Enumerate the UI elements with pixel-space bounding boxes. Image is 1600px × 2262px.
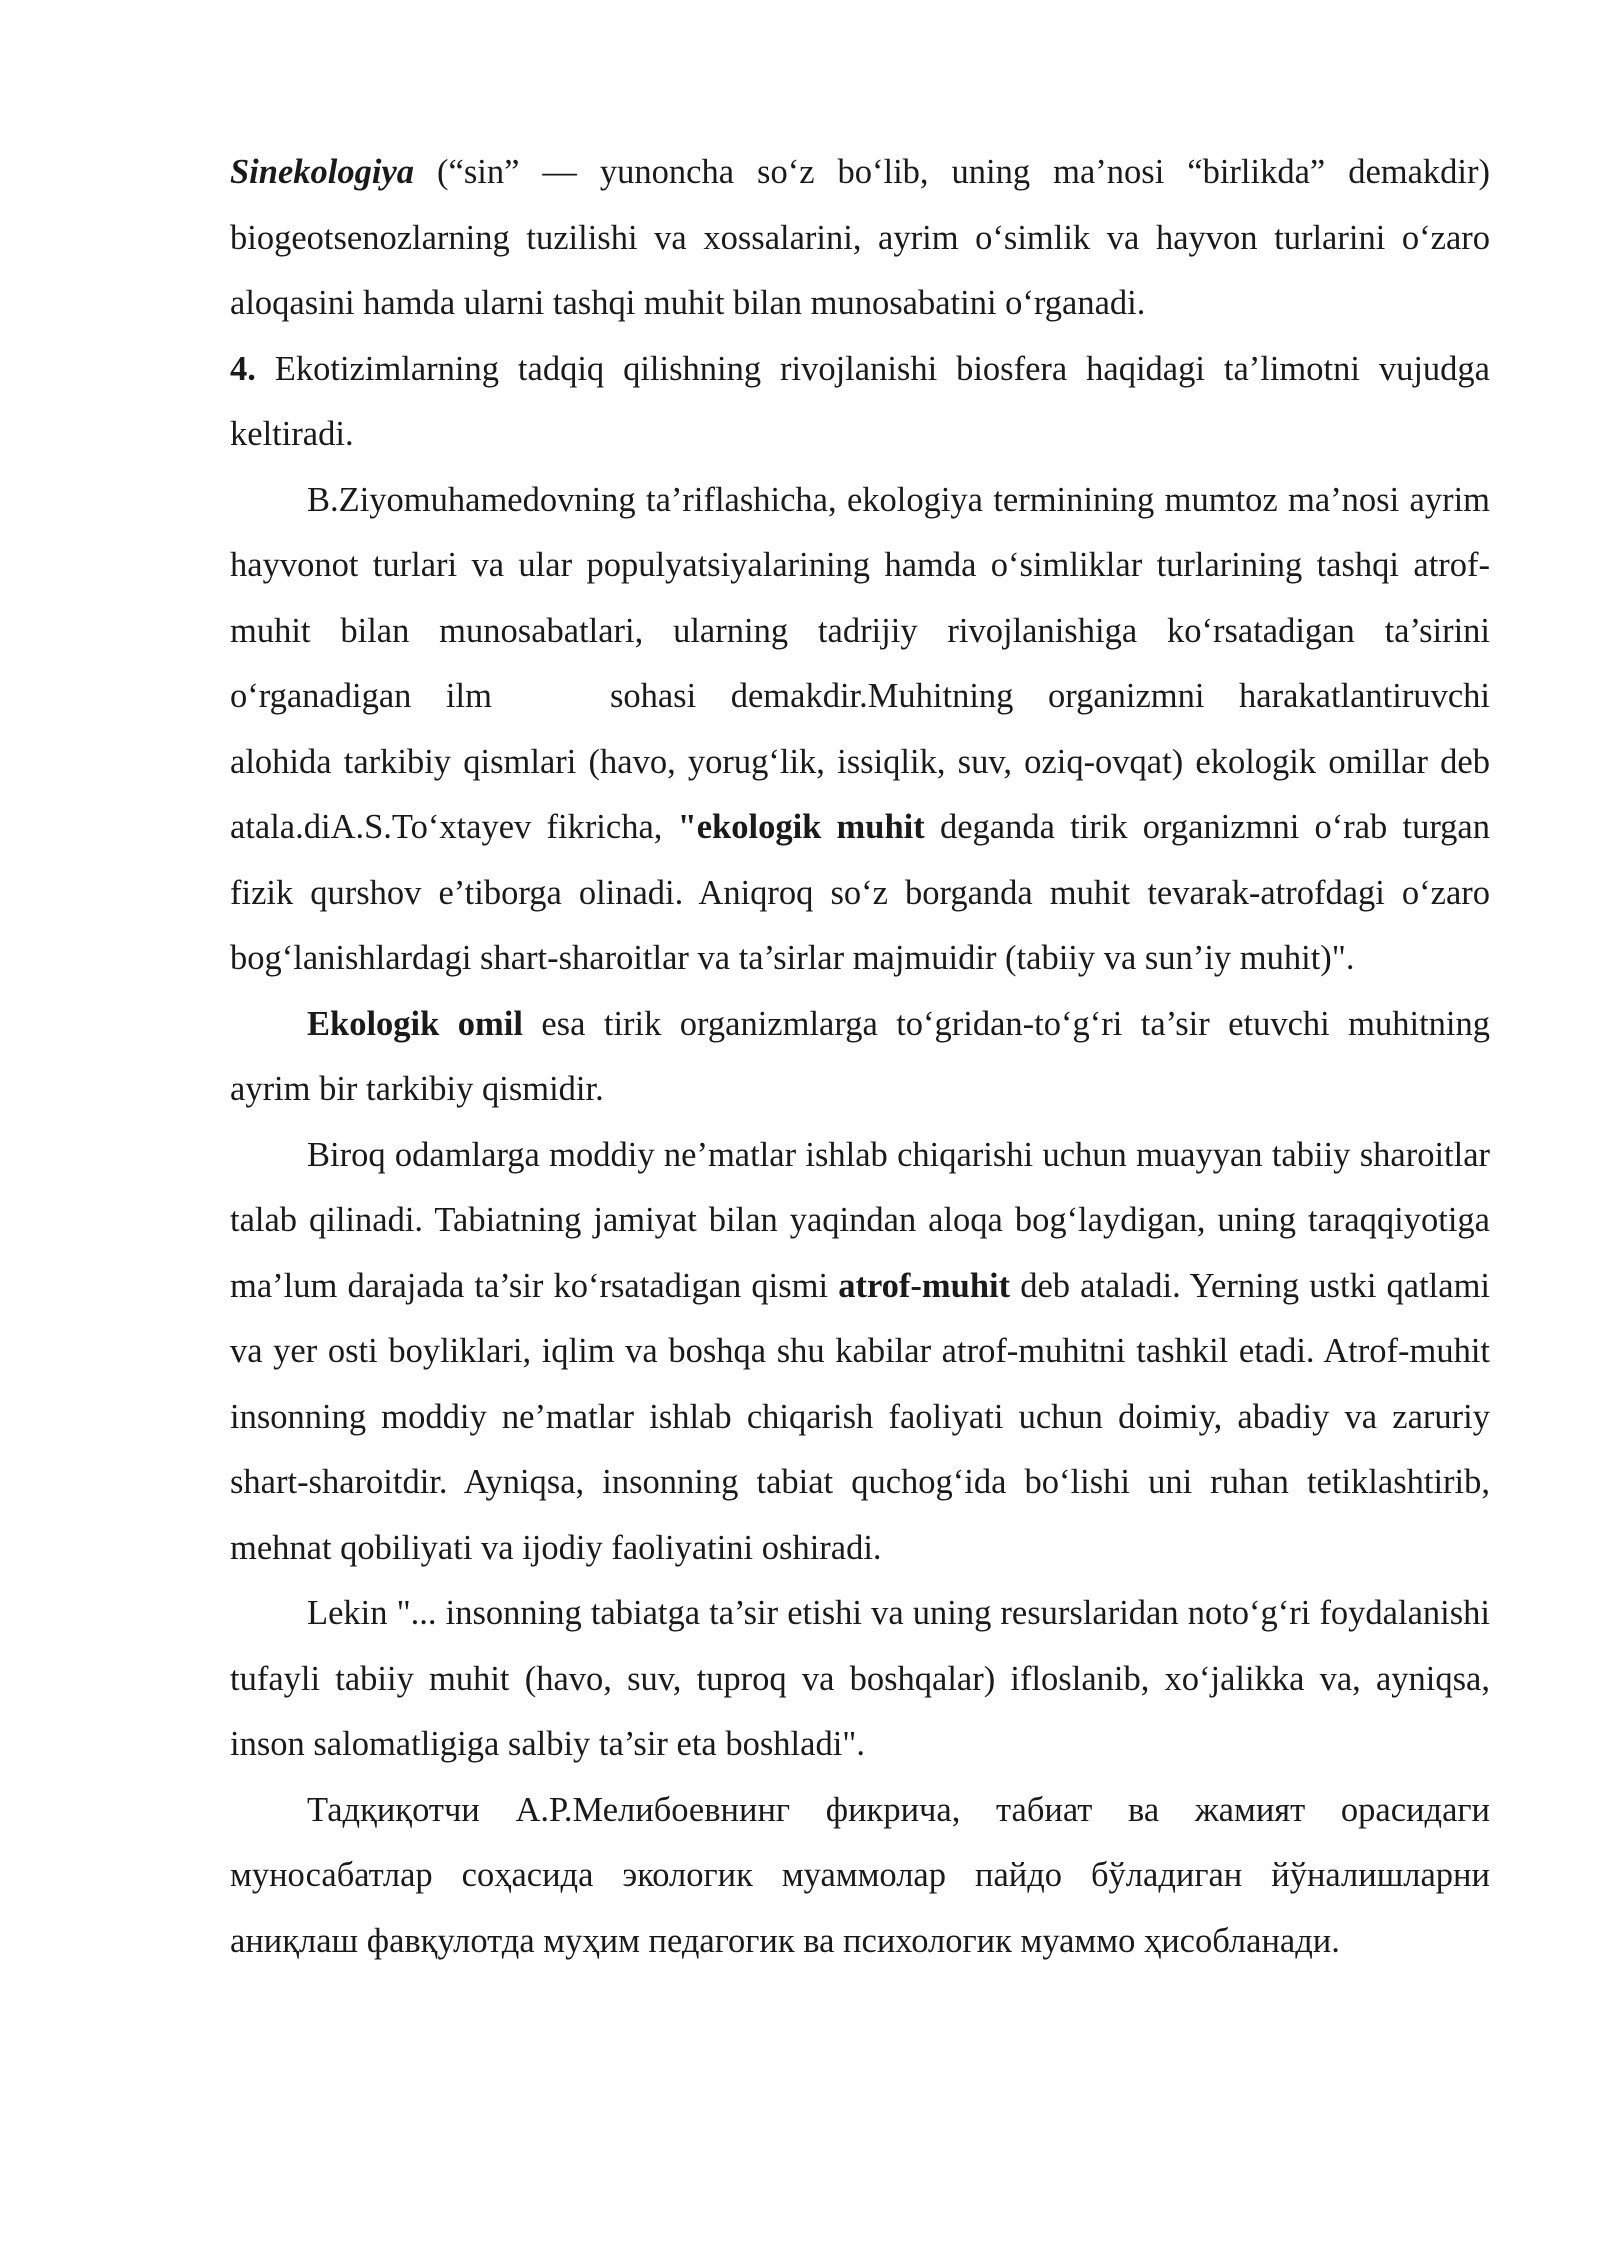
paragraph-text: Ekotizimlarning tadqiq qilishning rivojlanishi biosfera haqidagi ta’limotni vujudga keltiradi. <box>230 349 1490 453</box>
paragraph-text: Biroq odamlarga moddiy ne’matlar ishlab chiqarishi uchun muayyan tabiiy sharoitlar talab qilinadi. Tabiatning jamiyat bilan yaqindan aloqa bog‘laydigan, uning taraqqiyotiga ma’lum darajada ta’sir ko‘rsatadigan qismi <box>230 1135 1490 1305</box>
term-ekologik-muhit: "ekologik muhit <box>677 808 925 846</box>
paragraph-text: deb ataladi. Yerning ustki qatlami va yer osti boyliklari, iqlim va boshqa shu kabilar atrof-muhitni tashkil etadi. Atrof-muhit insonning moddiy ne’matlar ishlab chiqarish faoliyati uchun doimiy, abadiy va zaruriy shart-sharoitdir. Ayniqsa, insonning tabiat quchog‘ida bo‘lishi uni ruhan tetiklashtirib, mehnat qobiliyati va ijodiy faoliyatini oshiradi. <box>230 1266 1491 1567</box>
paragraph-text: deganda tirik organizmni o‘rab turgan fizik qurshov e’tiborga olinadi. Aniqroq so‘z borganda muhit tevarak-atrofdagi o‘zaro bog‘lanishlardagi shart-sharoitlar va ta’sirlar majmuidir (tabiiy va sun’iy muhit)". <box>230 808 1490 977</box>
term-atrof-muhit: atrof-muhit <box>838 1266 1011 1305</box>
term-ekologik-omil: Ekologik omil <box>307 1004 523 1043</box>
paragraph-ziyomuhamedov <box>230 468 1490 992</box>
paragraph-ekologik-omil <box>230 992 1490 1123</box>
paragraph-numbered-4 <box>230 337 1490 468</box>
paragraph-lekin <box>230 1581 1490 1778</box>
paragraph-text: B.Ziyomuhamedovning ta’riflashicha, ekologiya terminining mumtoz ma’nosi ayrim hayvonot turlari va ular populyatsiyalarining hamda o‘simliklar turlarining tashqi atrof-muhit bilan munosabatlari, ularning tadrijiy rivojlanishiga ko‘rsatadigan ta’sirini o‘rganadigan ilm <box>230 480 1490 715</box>
paragraph-sinekologiya <box>230 140 1490 337</box>
paragraph-text: sohasi demakdir.Muhitning organizmni harakatlantiruvchi alohida tarkibiy qismlari (havo, yorug‘lik, issiqlik, suv, oziq-ovqat) ekologik omillar deb atala.diA.S.To‘xtayev fikricha, <box>230 677 1490 846</box>
paragraph-meliboev <box>230 1778 1490 1975</box>
paragraph-text: esa tirik organizmlarga to‘gridan-to‘g‘ri ta’sir etuvchi muhitning ayrim bir tarkibiy qismidir. <box>230 1004 1491 1108</box>
term-sinekologiya: Sinekologiya <box>230 153 415 191</box>
paragraph-text: Тадқиқотчи А.Р.Мелибоевнинг фикрича, табиат ва жамият орасидаги муносабатлар соҳасида экологик муаммолар пайдо бўладиган йўналишларни аниқлаш фавқулотда муҳим педагогик ва психологик муаммо ҳисобланади. <box>230 1790 1490 1960</box>
paragraph-atrof-muhit <box>230 1123 1490 1582</box>
document-page <box>230 140 1490 1974</box>
list-number: 4. <box>230 349 256 388</box>
paragraph-text: Lekin "... insonning tabiatga ta’sir etishi va uning resurslaridan noto‘g‘ri foydalanishi tufayli tabiiy muhit (havo, suv, tuproq va boshqalar) ifloslanib, xo‘jalikka va, ayniqsa, inson salomatligiga salbiy ta’sir eta boshladi". <box>230 1594 1490 1763</box>
paragraph-text: (“sin” — yunoncha so‘z bo‘lib, uning ma’nosi “birlikda” demakdir) biogeotsenozlarning tuzilishi va xossalarini, ayrim o‘simlik va hayvon turlarini o‘zaro aloqasini hamda ularni tashqi muhit bilan munosabatini o‘rganadi. <box>230 153 1490 322</box>
